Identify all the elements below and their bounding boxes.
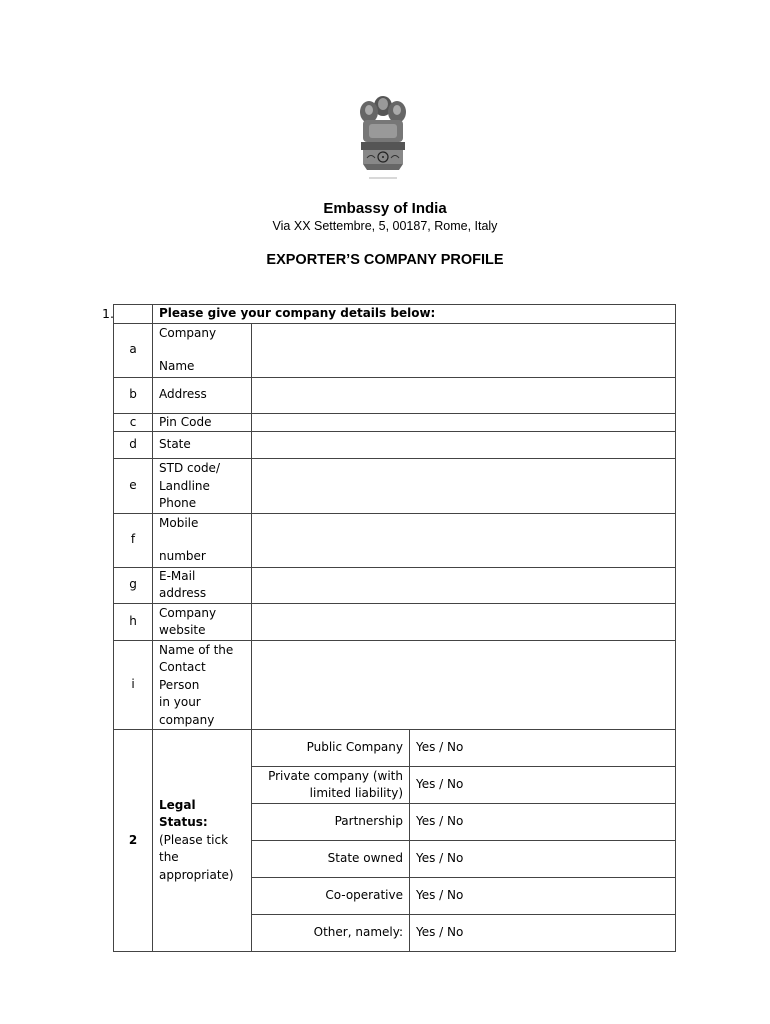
company-name-field[interactable] bbox=[252, 323, 676, 377]
row-index: f bbox=[114, 513, 153, 567]
label-line: Mobile bbox=[159, 515, 199, 530]
row-landline-phone bbox=[114, 459, 676, 514]
section-1-instruction: Please give your company details below: bbox=[153, 305, 676, 324]
company-profile-table bbox=[113, 304, 676, 952]
legal-status-label bbox=[153, 730, 252, 952]
option-co-operative: Co-operative bbox=[252, 878, 410, 915]
label-line: Contact Person bbox=[159, 660, 206, 692]
contact-person-field[interactable] bbox=[252, 640, 676, 730]
section-1-index-cell bbox=[114, 305, 153, 324]
section-1-header-row bbox=[114, 305, 676, 324]
label-line: Landline bbox=[159, 478, 210, 493]
label-address: Address bbox=[153, 377, 252, 413]
legal-status-title: Legal Status: bbox=[159, 797, 208, 830]
option-line: Private company (with bbox=[268, 768, 403, 783]
row-index: g bbox=[114, 567, 153, 603]
label-line: Phone bbox=[159, 496, 197, 510]
label-line: in your bbox=[159, 695, 201, 709]
form-title: EXPORTER’S COMPANY PROFILE bbox=[266, 252, 504, 268]
label-line: Company bbox=[159, 605, 217, 620]
option-public-company: Public Company bbox=[252, 730, 410, 767]
state-field[interactable] bbox=[252, 432, 676, 459]
company-website-field[interactable] bbox=[252, 603, 676, 640]
row-address bbox=[114, 377, 676, 413]
row-index: d bbox=[114, 432, 153, 459]
row-pin-code bbox=[114, 413, 676, 432]
label-line: Name bbox=[159, 359, 195, 373]
email-field[interactable] bbox=[252, 567, 676, 603]
option-partnership: Partnership bbox=[252, 804, 410, 841]
choice-other[interactable]: Yes / No bbox=[410, 915, 676, 952]
label-landline-phone bbox=[153, 459, 252, 514]
section-2-number: 2 bbox=[114, 730, 153, 952]
legal-status-hint-line: (Please tick the bbox=[159, 832, 229, 865]
row-company-name bbox=[114, 323, 676, 377]
label-company-website bbox=[153, 603, 252, 640]
label-line: STD code/ bbox=[159, 461, 220, 475]
row-email bbox=[114, 567, 676, 603]
row-contact-person bbox=[114, 640, 676, 730]
row-company-website bbox=[114, 603, 676, 640]
label-line: company bbox=[159, 712, 215, 727]
label-contact-person bbox=[153, 640, 252, 730]
option-line: limited liability) bbox=[309, 786, 403, 800]
choice-co-operative[interactable]: Yes / No bbox=[410, 878, 676, 915]
row-index: c bbox=[114, 413, 153, 432]
mobile-number-field[interactable] bbox=[252, 513, 676, 567]
row-index: i bbox=[114, 640, 153, 730]
pin-code-field[interactable] bbox=[252, 413, 676, 432]
address-field[interactable] bbox=[252, 377, 676, 413]
legal-status-row bbox=[114, 730, 676, 767]
national-emblem-icon bbox=[355, 90, 411, 182]
label-state: State bbox=[153, 432, 252, 459]
row-index: h bbox=[114, 603, 153, 640]
row-state bbox=[114, 432, 676, 459]
choice-partnership[interactable]: Yes / No bbox=[410, 804, 676, 841]
row-index: e bbox=[114, 459, 153, 514]
section-1-number: 1. bbox=[102, 306, 114, 321]
label-line: Name of the bbox=[159, 642, 234, 657]
row-index: b bbox=[114, 377, 153, 413]
label-line: website bbox=[159, 623, 206, 637]
label-line: Company bbox=[159, 325, 217, 340]
landline-phone-field[interactable] bbox=[252, 459, 676, 514]
label-pin-code: Pin Code bbox=[153, 413, 252, 432]
row-mobile-number bbox=[114, 513, 676, 567]
option-private-company bbox=[252, 767, 410, 804]
label-email: E-Mail address bbox=[153, 567, 252, 603]
option-other: Other, namely: bbox=[252, 915, 410, 952]
row-index: a bbox=[114, 323, 153, 377]
embassy-address: Via XX Settembre, 5, 00187, Rome, Italy bbox=[272, 219, 498, 233]
label-mobile-number bbox=[153, 513, 252, 567]
choice-private-company[interactable]: Yes / No bbox=[410, 767, 676, 804]
label-company-name bbox=[153, 323, 252, 377]
legal-status-hint-line: appropriate) bbox=[159, 867, 234, 882]
label-line: number bbox=[159, 549, 206, 563]
choice-public-company[interactable]: Yes / No bbox=[410, 730, 676, 767]
choice-state-owned[interactable]: Yes / No bbox=[410, 841, 676, 878]
embassy-name: Embassy of India bbox=[323, 200, 447, 217]
option-state-owned: State owned bbox=[252, 841, 410, 878]
